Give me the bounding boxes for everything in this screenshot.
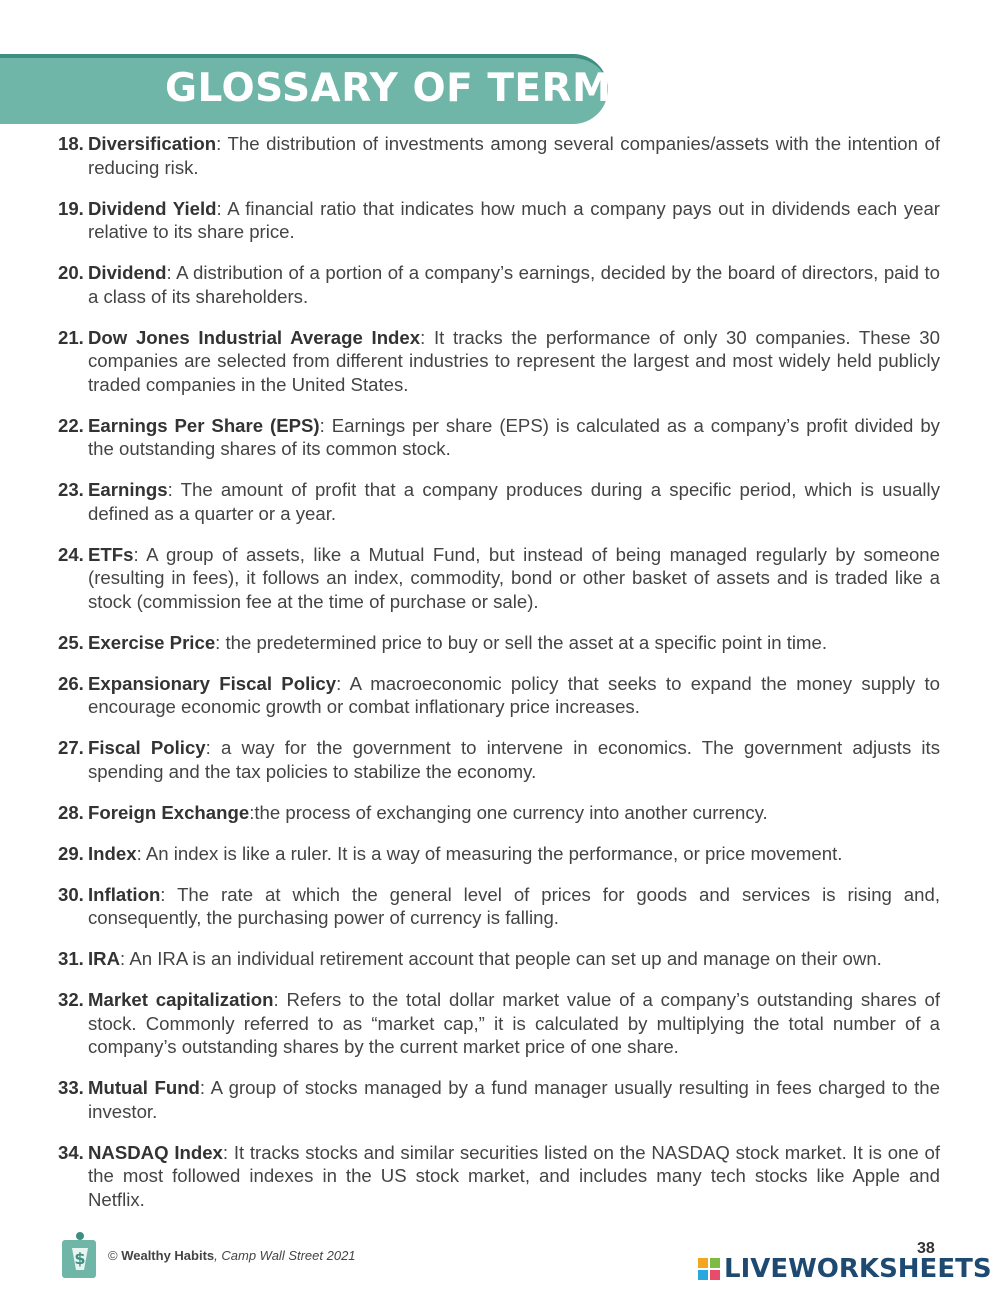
term-name: Market capitalization	[88, 989, 274, 1010]
term-separator: :	[166, 262, 177, 283]
glossary-term	[58, 631, 940, 655]
term-number: 28.	[58, 801, 84, 823]
term-name: Inflation	[88, 883, 161, 905]
term-separator: :	[167, 479, 181, 500]
glossary-term	[58, 1076, 940, 1123]
term-name: Index	[88, 842, 137, 864]
term-name: ETFs	[88, 543, 134, 565]
footer-subtitle: , Camp Wall Street 2021	[214, 1248, 356, 1263]
term-number: 21.	[58, 326, 84, 348]
glossary-term	[58, 672, 940, 719]
term-body	[88, 478, 940, 525]
term-separator: :	[160, 883, 178, 905]
glossary-term	[58, 736, 940, 783]
glossary-term	[58, 261, 940, 308]
term-definition: the predetermined price to buy or sell the asset at a specific point in time.	[225, 631, 828, 653]
term-name: Exercise Price	[88, 631, 216, 653]
term-number: 26.	[58, 672, 84, 694]
page-title: GLOSSARY OF TERMS	[165, 66, 640, 111]
term-number: 30.	[58, 883, 84, 905]
term-definition: A group of stocks managed by a fund manager usually resulting in fees charged to the investor.	[88, 1077, 940, 1122]
term-body	[88, 261, 940, 308]
term-separator: :	[199, 1077, 211, 1098]
term-definition: It tracks the performance of only 30 companies. These 30 companies are selected from different industries to represent the largest and most widely held publicly traded companies in the United States.	[88, 326, 940, 395]
glossary-term	[58, 478, 940, 525]
copyright-symbol: ©	[108, 1248, 122, 1263]
footer-brand: Wealthy Habits	[121, 1248, 215, 1263]
term-definition: a way for the government to intervene in economics. The government adjusts its spending and the tax policies to stabilize the economy.	[88, 737, 941, 782]
page-number: 38	[917, 1240, 935, 1257]
term-number: 19.	[58, 197, 84, 219]
term-definition: Earnings per share (EPS) is calculated as a company’s profit divided by the outstanding shares of its common stock.	[88, 414, 940, 459]
term-separator: :	[319, 414, 332, 436]
glossary-term	[58, 842, 940, 866]
glossary-term	[58, 988, 940, 1059]
liveworksheets-text: LIVEWORKSHEETS	[724, 1254, 992, 1284]
svg-text:$: $	[74, 1249, 86, 1268]
term-name: Fiscal Policy	[88, 737, 206, 758]
term-name: Earnings	[88, 479, 168, 500]
term-number: 33.	[58, 1077, 84, 1098]
term-definition: A group of assets, like a Mutual Fund, but instead of being managed regularly by someone (resulting in fees), it follows an index, commodity, bond or other basket of assets and is traded like a stock (commission fee at the time of purchase or sale).	[88, 543, 940, 612]
term-name: Dow Jones Industrial Average Index	[88, 326, 421, 348]
footer-credit	[108, 1248, 356, 1263]
term-separator: :	[336, 672, 350, 694]
term-number: 32.	[58, 989, 84, 1010]
term-body	[88, 883, 940, 930]
liveworksheets-watermark	[698, 1254, 992, 1284]
term-definition: The amount of profit that a company produces during a specific period, which is usually defined as a quarter or a year.	[88, 479, 940, 524]
term-body	[88, 1141, 940, 1212]
term-separator: :	[120, 948, 130, 969]
term-body	[88, 326, 940, 397]
term-definition: The distribution of investments among several companies/assets with the intention of reducing risk.	[88, 133, 941, 178]
term-body	[88, 947, 940, 971]
term-definition: An index is like a ruler. It is a way of measuring the performance, or price movement.	[145, 842, 843, 864]
term-definition: The rate at which the general level of prices for goods and services is rising and, consequently, the purchasing power of currency is falling.	[88, 883, 940, 928]
glossary-term	[58, 1141, 940, 1212]
term-number: 31.	[58, 948, 84, 969]
term-number: 25.	[58, 631, 84, 653]
term-separator: :	[215, 631, 226, 653]
term-number: 27.	[58, 737, 84, 758]
term-body	[88, 672, 940, 719]
term-body	[88, 842, 940, 866]
term-body	[88, 197, 940, 244]
term-body	[88, 801, 940, 825]
term-separator: :	[216, 133, 228, 154]
term-separator: :	[420, 326, 434, 348]
term-body	[88, 736, 940, 783]
term-body	[88, 631, 940, 655]
term-definition: A macroeconomic policy that seeks to expand the money supply to encourage economic growth or combat inflationary price increases.	[88, 672, 940, 717]
term-separator: :	[136, 842, 146, 864]
term-separator: :	[273, 989, 287, 1010]
term-number: 23.	[58, 479, 84, 500]
term-name: Earnings Per Share (EPS)	[88, 414, 320, 436]
term-definition: An IRA is an individual retirement account that people can set up and manage on their own.	[129, 948, 882, 969]
glossary-term	[58, 326, 940, 397]
glossary-term	[58, 197, 940, 244]
term-separator: :	[205, 737, 221, 758]
term-name: Mutual Fund	[88, 1077, 200, 1098]
term-body	[88, 988, 940, 1059]
term-separator: :	[133, 543, 147, 565]
term-body	[88, 543, 940, 614]
term-name: Dividend	[88, 262, 167, 283]
liveworksheets-logo-icon	[698, 1258, 720, 1280]
term-definition: the process of exchanging one currency into another currency.	[254, 801, 768, 823]
term-name: Expansionary Fiscal Policy	[88, 672, 337, 694]
term-definition: Refers to the total dollar market value of a company’s outstanding shares of stock. Commonly referred to as “market cap,” it is calculated by multiplying the total number of a company’s outstanding shares by the current market price of one share.	[88, 989, 940, 1057]
term-body	[88, 414, 940, 461]
term-number: 18.	[58, 133, 84, 154]
term-number: 22.	[58, 414, 84, 436]
term-definition: It tracks stocks and similar securities listed on the NASDAQ stock market. It is one of the most followed indexes in the US stock market, and includes many tech stocks like Apple and Netflix.	[88, 1141, 940, 1210]
glossary-term	[58, 414, 940, 461]
term-name: IRA	[88, 948, 121, 969]
term-number: 29.	[58, 842, 84, 864]
term-definition: A financial ratio that indicates how much a company pays out in dividends each year relative to its share price.	[88, 197, 940, 242]
term-name: NASDAQ Index	[88, 1141, 223, 1163]
glossary-term	[58, 883, 940, 930]
term-separator: :	[249, 801, 255, 823]
term-body	[88, 1076, 940, 1123]
glossary-term	[58, 801, 940, 825]
term-number: 34.	[58, 1141, 84, 1163]
term-definition: A distribution of a portion of a company’s earnings, decided by the board of directors, paid to a class of its shareholders.	[88, 262, 940, 307]
term-name: Diversification	[88, 133, 217, 154]
term-separator: :	[216, 197, 228, 219]
term-name: Foreign Exchange	[88, 801, 250, 823]
glossary-term	[58, 543, 940, 614]
wealthy-habits-logo-icon	[60, 1230, 102, 1282]
term-name: Dividend Yield	[88, 197, 217, 219]
glossary-term	[58, 132, 940, 179]
glossary-list	[58, 132, 940, 1229]
term-body	[88, 132, 940, 179]
term-number: 20.	[58, 262, 84, 283]
term-separator: :	[222, 1141, 234, 1163]
term-number: 24.	[58, 543, 84, 565]
glossary-term	[58, 947, 940, 971]
